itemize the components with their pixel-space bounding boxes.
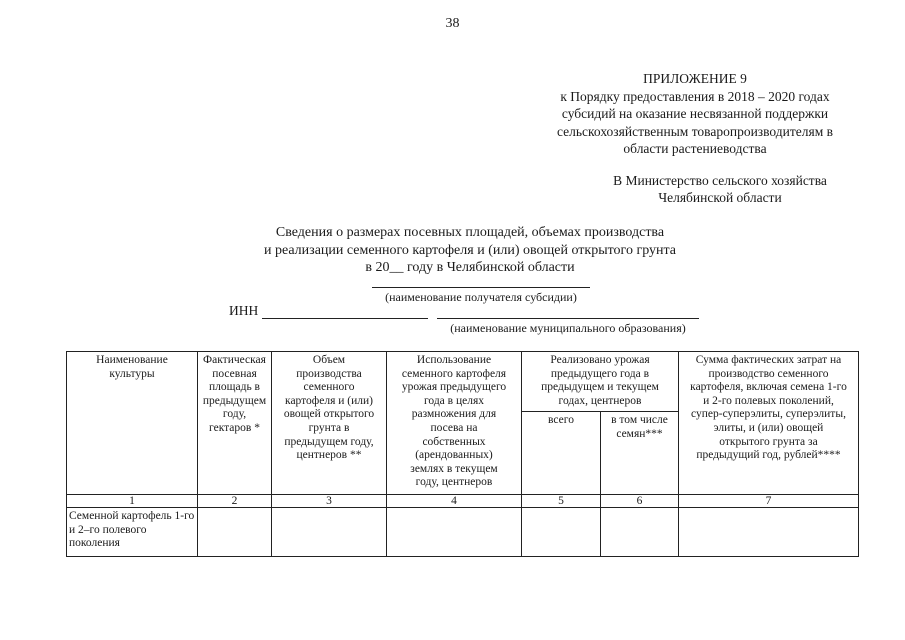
appendix-line: к Порядку предоставления в 2018 – 2020 годах: [560, 88, 830, 104]
cell-used-for-planting: [387, 508, 522, 557]
addressee-line: Челябинской области: [658, 190, 782, 205]
table-header-row: [67, 352, 859, 412]
cell-area: [198, 508, 272, 557]
municipality-line: [437, 318, 699, 319]
document-title-line: Сведения о размерах посевных площадей, объемах производства: [275, 225, 665, 240]
header-sown-area: Фактическая посевная площадь в предыдущем году, гектаров *: [198, 352, 272, 495]
table-row: [67, 508, 859, 557]
header-actual-costs: Сумма фактических затрат на производство семенного картофеля, включая семена 1-го и 2-го полевых поколений, супер-суперэлиты, суперэлиты, элиты, и (или) овощей открытого грунта за предыдущий год, рублей****: [679, 352, 859, 495]
appendix-line: сельскохозяйственным товаропроизводителям в: [557, 123, 833, 139]
cell-sold-seeds: [601, 508, 679, 557]
appendix-title: ПРИЛОЖЕНИЕ 9: [643, 71, 747, 86]
header-seed-usage: Использование семенного картофеля урожая предыдущего года в целях размножения для посева на собственных (арендованных) землях в текущем году, центнеров: [387, 352, 522, 495]
cell-production: [272, 508, 387, 557]
column-number-row: [67, 495, 859, 508]
municipality-caption: (наименование муниципального образования): [450, 321, 686, 335]
addressee-line: В Министерство сельского хозяйства: [613, 173, 827, 188]
column-number: 1: [67, 495, 198, 508]
column-number: 7: [679, 495, 859, 508]
document-title-line: в 20__ году в Челябинской области: [365, 260, 575, 275]
cell-sold-total: [522, 508, 601, 557]
document-title-line: и реализации семенного картофеля и (или) овощей открытого грунта: [263, 242, 677, 258]
header-sold-seeds: в том числе семян***: [601, 412, 679, 495]
inn-label: ИНН: [229, 303, 259, 318]
page-number: 38: [445, 16, 460, 31]
document-title: [220, 224, 720, 277]
inn-line: [262, 318, 428, 319]
addressee-block: [590, 172, 850, 206]
column-number: 4: [387, 495, 522, 508]
column-number: 5: [522, 495, 601, 508]
header-sold-group: Реализовано урожая предыдущего года в предыдущем и текущем годах, центнеров: [522, 352, 679, 412]
appendix-block: [520, 70, 870, 158]
column-number: 2: [198, 495, 272, 508]
cell-crop: Семенной картофель 1-го и 2–го полевого поколения: [67, 508, 198, 557]
appendix-line: субсидий на оказание несвязанной поддержки: [561, 106, 829, 121]
column-number: 6: [601, 495, 679, 508]
header-production-volume: Объем производства семенного картофеля и (или) овощей открытого грунта в предыдущем году, центнеров **: [272, 352, 387, 495]
column-number: 3: [272, 495, 387, 508]
cell-costs: [679, 508, 859, 557]
recipient-name-line: [372, 287, 590, 288]
header-crop-name: Наименование культуры: [67, 352, 198, 495]
recipient-caption: (наименование получателя субсидии): [385, 290, 577, 304]
appendix-line: области растениеводства: [623, 141, 767, 156]
data-table: [66, 351, 859, 557]
header-sold-total: всего: [522, 412, 601, 495]
